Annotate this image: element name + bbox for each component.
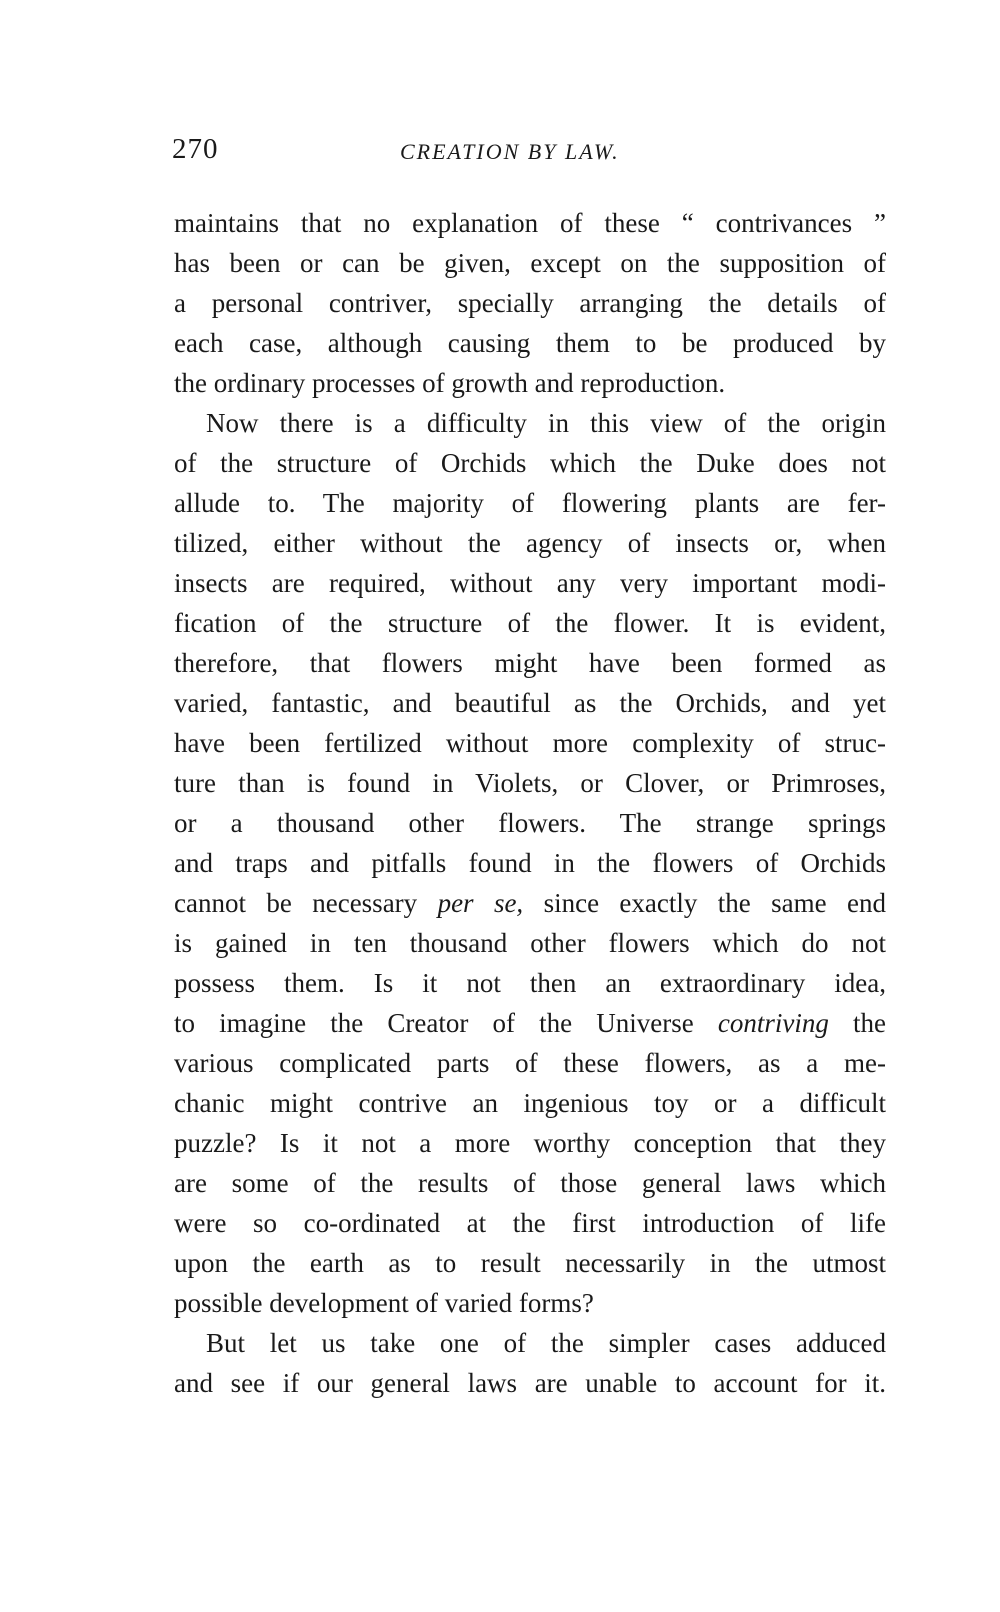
text-line: possess them. Is it not then an extraordinary idea, xyxy=(174,968,886,998)
text-line: upon the earth as to result necessarily in the utmost xyxy=(174,1248,886,1278)
text-line: tilized, either without the agency of insects or, when xyxy=(174,528,886,558)
text-line: and see if our general laws are unable to account for it. xyxy=(174,1368,886,1398)
text-line: therefore, that flowers might have been formed as xyxy=(174,648,886,678)
text-line: But let us take one of the simpler cases adduced xyxy=(206,1328,886,1358)
text-line: cannot be necessary per se, since exactly the same end xyxy=(174,888,886,918)
text-line: possible development of varied forms? xyxy=(174,1288,594,1318)
text-line: are some of the results of those general laws which xyxy=(174,1168,886,1198)
body-text xyxy=(174,203,886,1403)
text-line: have been fertilized without more complexity of struc- xyxy=(174,728,886,758)
text-line: Now there is a difficulty in this view of the origin xyxy=(206,408,886,438)
italic-phrase: per se, xyxy=(437,888,524,918)
text-line: of the structure of Orchids which the Duke does not xyxy=(174,448,886,478)
text-line: chanic might contrive an ingenious toy or a difficult xyxy=(174,1088,886,1118)
text-line: is gained in ten thousand other flowers which do not xyxy=(174,928,886,958)
italic-phrase: contriving xyxy=(717,1008,829,1038)
text-line: maintains that no explanation of these “ contrivances ” xyxy=(174,208,886,238)
running-title: CREATION BY LAW. xyxy=(400,139,620,164)
text-line: allude to. The majority of flowering plants are fer- xyxy=(174,488,886,518)
text-line: has been or can be given, except on the supposition of xyxy=(174,248,886,278)
text-line: a personal contriver, specially arranging the details of xyxy=(174,288,886,318)
text-line: insects are required, without any very important modi- xyxy=(174,568,886,598)
text-line: puzzle? Is it not a more worthy conception that they xyxy=(174,1128,886,1158)
page-header xyxy=(172,133,886,173)
text-line: were so co-ordinated at the first introduction of life xyxy=(174,1208,886,1238)
text-line: various complicated parts of these flowers, as a me- xyxy=(174,1048,886,1078)
page-number: 270 xyxy=(172,133,219,165)
text-line: and traps and pitfalls found in the flowers of Orchids xyxy=(174,848,886,878)
text-line: ture than is found in Violets, or Clover, or Primroses, xyxy=(174,768,886,798)
text-line: the ordinary processes of growth and reproduction. xyxy=(174,368,726,398)
text-line: each case, although causing them to be produced by xyxy=(174,328,886,358)
text-line: varied, fantastic, and beautiful as the Orchids, and yet xyxy=(174,688,886,718)
text-line: to imagine the Creator of the Universe contriving the xyxy=(174,1008,886,1038)
text-line: or a thousand other flowers. The strange springs xyxy=(174,808,886,838)
text-line: fication of the structure of the flower. It is evident, xyxy=(174,608,886,638)
